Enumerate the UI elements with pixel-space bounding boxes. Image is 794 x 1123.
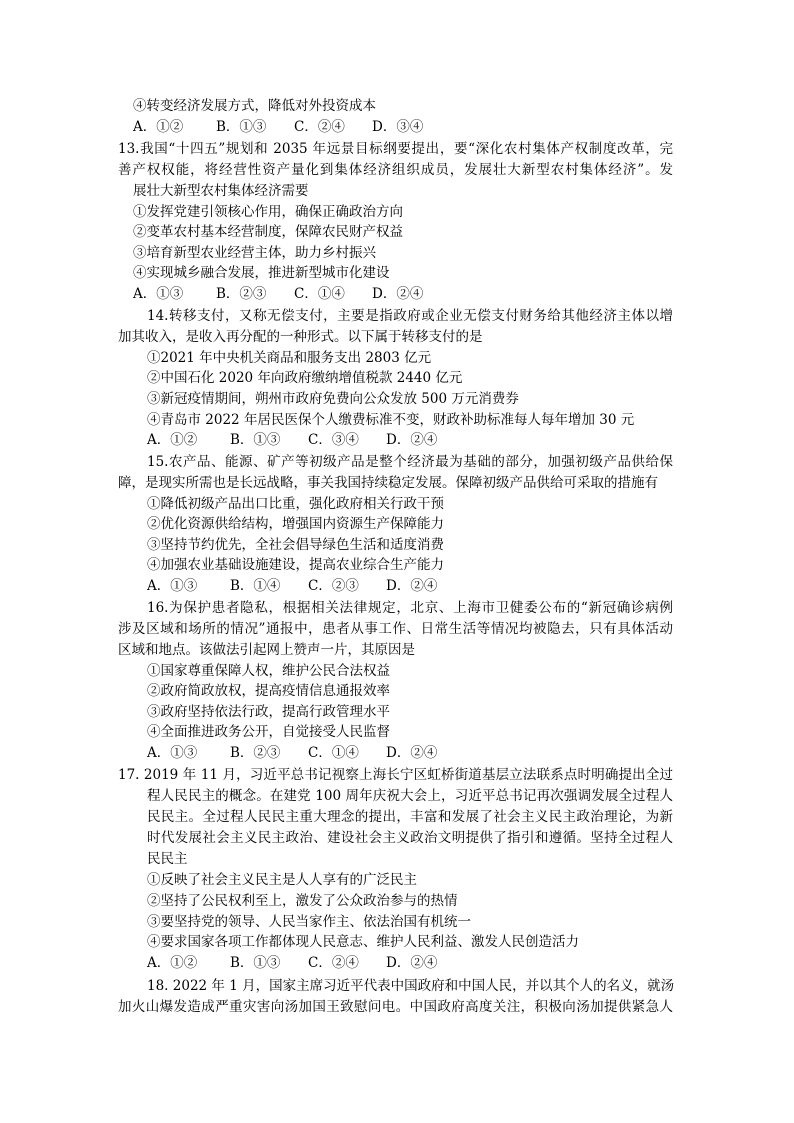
- q17-option-1: ①反映了社会主义民主是人人享有的广泛民主: [147, 872, 417, 888]
- answer-b: B．①③: [230, 432, 281, 448]
- q16-stem-line-1: 16.为保护患者隐私，根据相关法律规定，北京、上海市卫健委公布的“新冠确诊病例: [147, 600, 673, 616]
- q13-option-3: ③培育新型农业经营主体，助力乡村振兴: [133, 245, 376, 261]
- answer-c: C．②④: [294, 119, 345, 135]
- q16-option-1: ①国家尊重保障人权，维护公民合法权益: [147, 663, 390, 679]
- q16-answers: [147, 743, 437, 763]
- q18-stem-line-1: 18. 2022 年 1 月，国家主席习近平代表中国政府和中国人民，并以其个人的名义，就汤: [147, 978, 675, 994]
- answer-b: B．①③: [216, 119, 267, 135]
- q17-stem-line-3: 民民主。全过程人民民主重大理念的提出，丰富和发展了社会主义民主政治理论，为新: [147, 809, 673, 825]
- q16-option-2: ②政府简政放权，提高疫情信息通报效率: [147, 683, 390, 699]
- q17-stem-line-1: 17. 2019 年 11 月，习近平总书记视察上海长宁区虹桥街道基层立法联系点时明确提出全过: [118, 767, 673, 783]
- q16-option-3: ③政府坚持依法行政，提高行政管理水平: [147, 704, 390, 720]
- q17-stem-line-5: 民民主: [147, 851, 188, 867]
- q15-option-2: ②优化资源供给结构，增强国内资源生产保障能力: [147, 516, 444, 532]
- answer-a: A．①②: [147, 955, 198, 971]
- q14-option-3: ③新冠疫情期间，朔州市政府免费向公众发放 500 万元消费券: [147, 391, 519, 407]
- q15-answers: [147, 576, 437, 596]
- answer-a: A．①③: [147, 745, 198, 761]
- q14-option-1: ①2021 年中央机关商品和服务支出 2803 亿元: [147, 350, 432, 366]
- answer-d: D．②④: [386, 578, 438, 594]
- answer-b: B．①④: [230, 578, 281, 594]
- q13-stem-line-2: 善产权权能，将经营性资产量化到集体经济组织成员，发展壮大新型农村集体经济”。发: [118, 162, 673, 178]
- answer-c: C．②④: [308, 955, 359, 971]
- answer-d: D．②④: [372, 286, 424, 302]
- q16-option-4: ④全面推进政务公开，自觉接受人民监督: [147, 724, 390, 740]
- q16-stem-line-3: 区域和地点。该做法引起网上赞声一片，其原因是: [118, 642, 415, 658]
- answer-d: D．③④: [372, 119, 424, 135]
- answer-a: A．①③: [133, 286, 184, 302]
- answer-a: A．①③: [147, 578, 198, 594]
- q13-answers: [133, 284, 423, 304]
- q17-option-4: ④要求国家各项工作都体现人民意志、维护人民利益、激发人民创造活力: [147, 934, 579, 950]
- q17-answers: [147, 953, 437, 973]
- q14-answers: [147, 430, 437, 450]
- q17-stem-line-2: 程人民民主的概念。在建党 100 周年庆祝大会上，习近平总书记再次强调发展全过程人: [147, 788, 673, 804]
- q13-stem-line-1: 13.我国“十四五”规划和 2035 年远景目标纲要提出，要“深化农村集体产权制度改革，完: [118, 141, 673, 157]
- q13-option-2: ②变革农村基本经营制度，保障农民财产权益: [133, 224, 403, 240]
- q14-option-2: ②中国石化 2020 年向政府缴纳增值税款 2440 亿元: [147, 370, 463, 386]
- q15-stem-line-1: 15.农产品、能源、矿产等初级产品是整个经济最为基础的部分，加强初级产品供给保: [147, 454, 673, 470]
- q15-option-1: ①降低初级产品出口比重，强化政府相关行政干预: [147, 496, 444, 512]
- q12-option-4: ④转变经济发展方式，降低对外投资成本: [133, 98, 376, 114]
- q14-option-4: ④青岛市 2022 年居民医保个人缴费标准不变，财政补助标准每人每年增加 30 元: [147, 412, 635, 428]
- q12-answers: [133, 117, 423, 137]
- q14-stem-line-1: 14.转移支付，又称无偿支付，主要是指政府或企业无偿支付财务给其他经济主体以增: [147, 308, 673, 324]
- answer-a: A．①②: [133, 119, 184, 135]
- q17-option-3: ③要坚持党的领导、人民当家作主、依法治国有机统一: [147, 914, 471, 930]
- answer-c: C．①④: [294, 286, 345, 302]
- answer-b: B．①③: [230, 955, 281, 971]
- answer-d: D．②④: [386, 432, 438, 448]
- q13-option-1: ①发挥党建引领核心作用，确保正确政治方向: [133, 204, 403, 220]
- q17-option-2: ②坚持了公民权利至上，激发了公众政治参与的热情: [147, 893, 458, 909]
- q15-option-3: ③坚持节约优先，全社会倡导绿色生活和适度消费: [147, 537, 444, 553]
- q13-stem-line-3: 展壮大新型农村集体经济需要: [133, 183, 309, 199]
- q18-stem-line-2: 加火山爆发造成严重灾害向汤加国王致慰问电。中国政府高度关注，积极向汤加提供紧急人: [118, 999, 673, 1015]
- q17-stem-line-4: 时代发展社会主义民主政治、建设社会主义政治文明提供了指引和遵循。坚持全过程人: [147, 830, 673, 846]
- answer-c: C．③④: [308, 432, 359, 448]
- answer-b: B．②③: [216, 286, 267, 302]
- q14-stem-line-2: 加其收入，是收入再分配的一种形式。以下属于转移支付的是: [118, 329, 483, 345]
- answer-c: C．①④: [308, 745, 359, 761]
- q13-option-4: ④实现城乡融合发展，推进新型城市化建设: [133, 265, 390, 281]
- answer-a: A．①②: [147, 432, 198, 448]
- q15-stem-line-2: 障，是现实所需也是长远战略，事关我国持续稳定发展。保障初级产品供给可采取的措施有: [118, 475, 658, 491]
- answer-c: C．②③: [308, 578, 359, 594]
- q16-stem-line-2: 涉及区域和场所的情况”通报中，患者从事工作、日常生活等情况均被隐去，只有具体活动: [118, 621, 673, 637]
- answer-d: D．②④: [386, 955, 438, 971]
- answer-b: B．②③: [230, 745, 281, 761]
- answer-d: D．②④: [386, 745, 438, 761]
- q15-option-4: ④加强农业基础设施建设，提高农业综合生产能力: [147, 557, 444, 573]
